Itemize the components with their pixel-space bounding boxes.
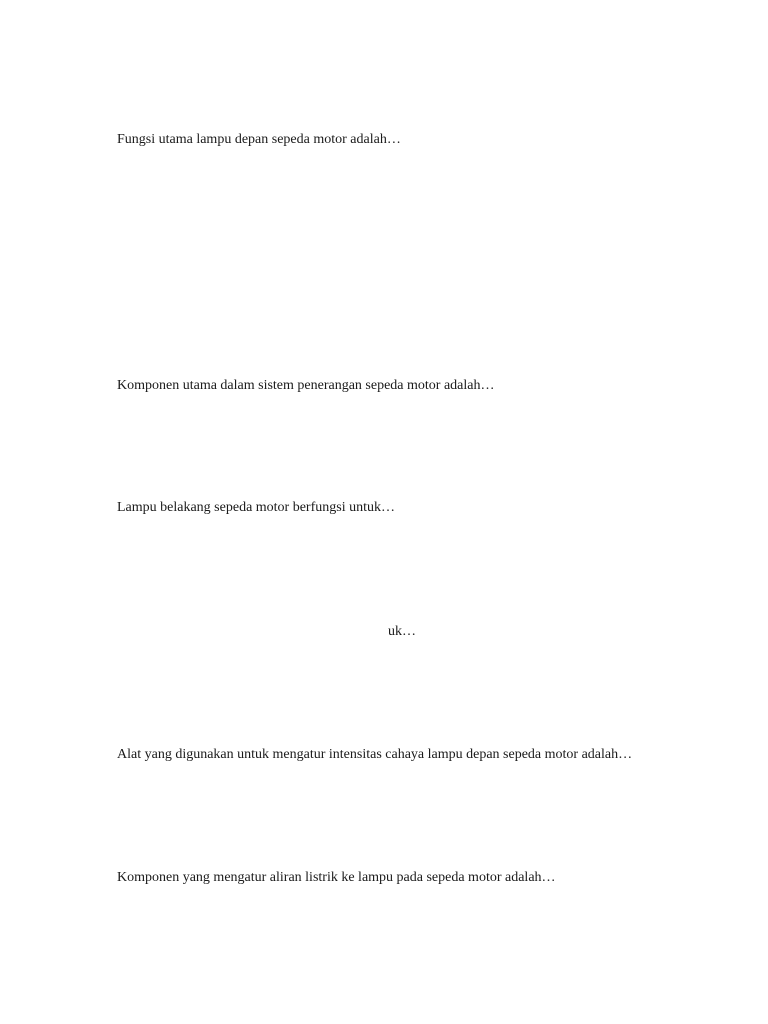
question-text: Lampu belakang sepeda motor berfungsi untuk…: [117, 500, 395, 515]
question-text: Fungsi utama lampu depan sepeda motor adalah…: [117, 132, 401, 147]
question-text: Komponen utama dalam sistem penerangan sepeda motor adalah…: [117, 378, 495, 393]
question-text: Komponen yang mengatur aliran listrik ke lampu pada sepeda motor adalah…: [117, 870, 556, 885]
question-fragment-text: uk…: [388, 624, 416, 639]
question-text: Alat yang digunakan untuk mengatur intensitas cahaya lampu depan sepeda motor adalah…: [117, 747, 633, 762]
